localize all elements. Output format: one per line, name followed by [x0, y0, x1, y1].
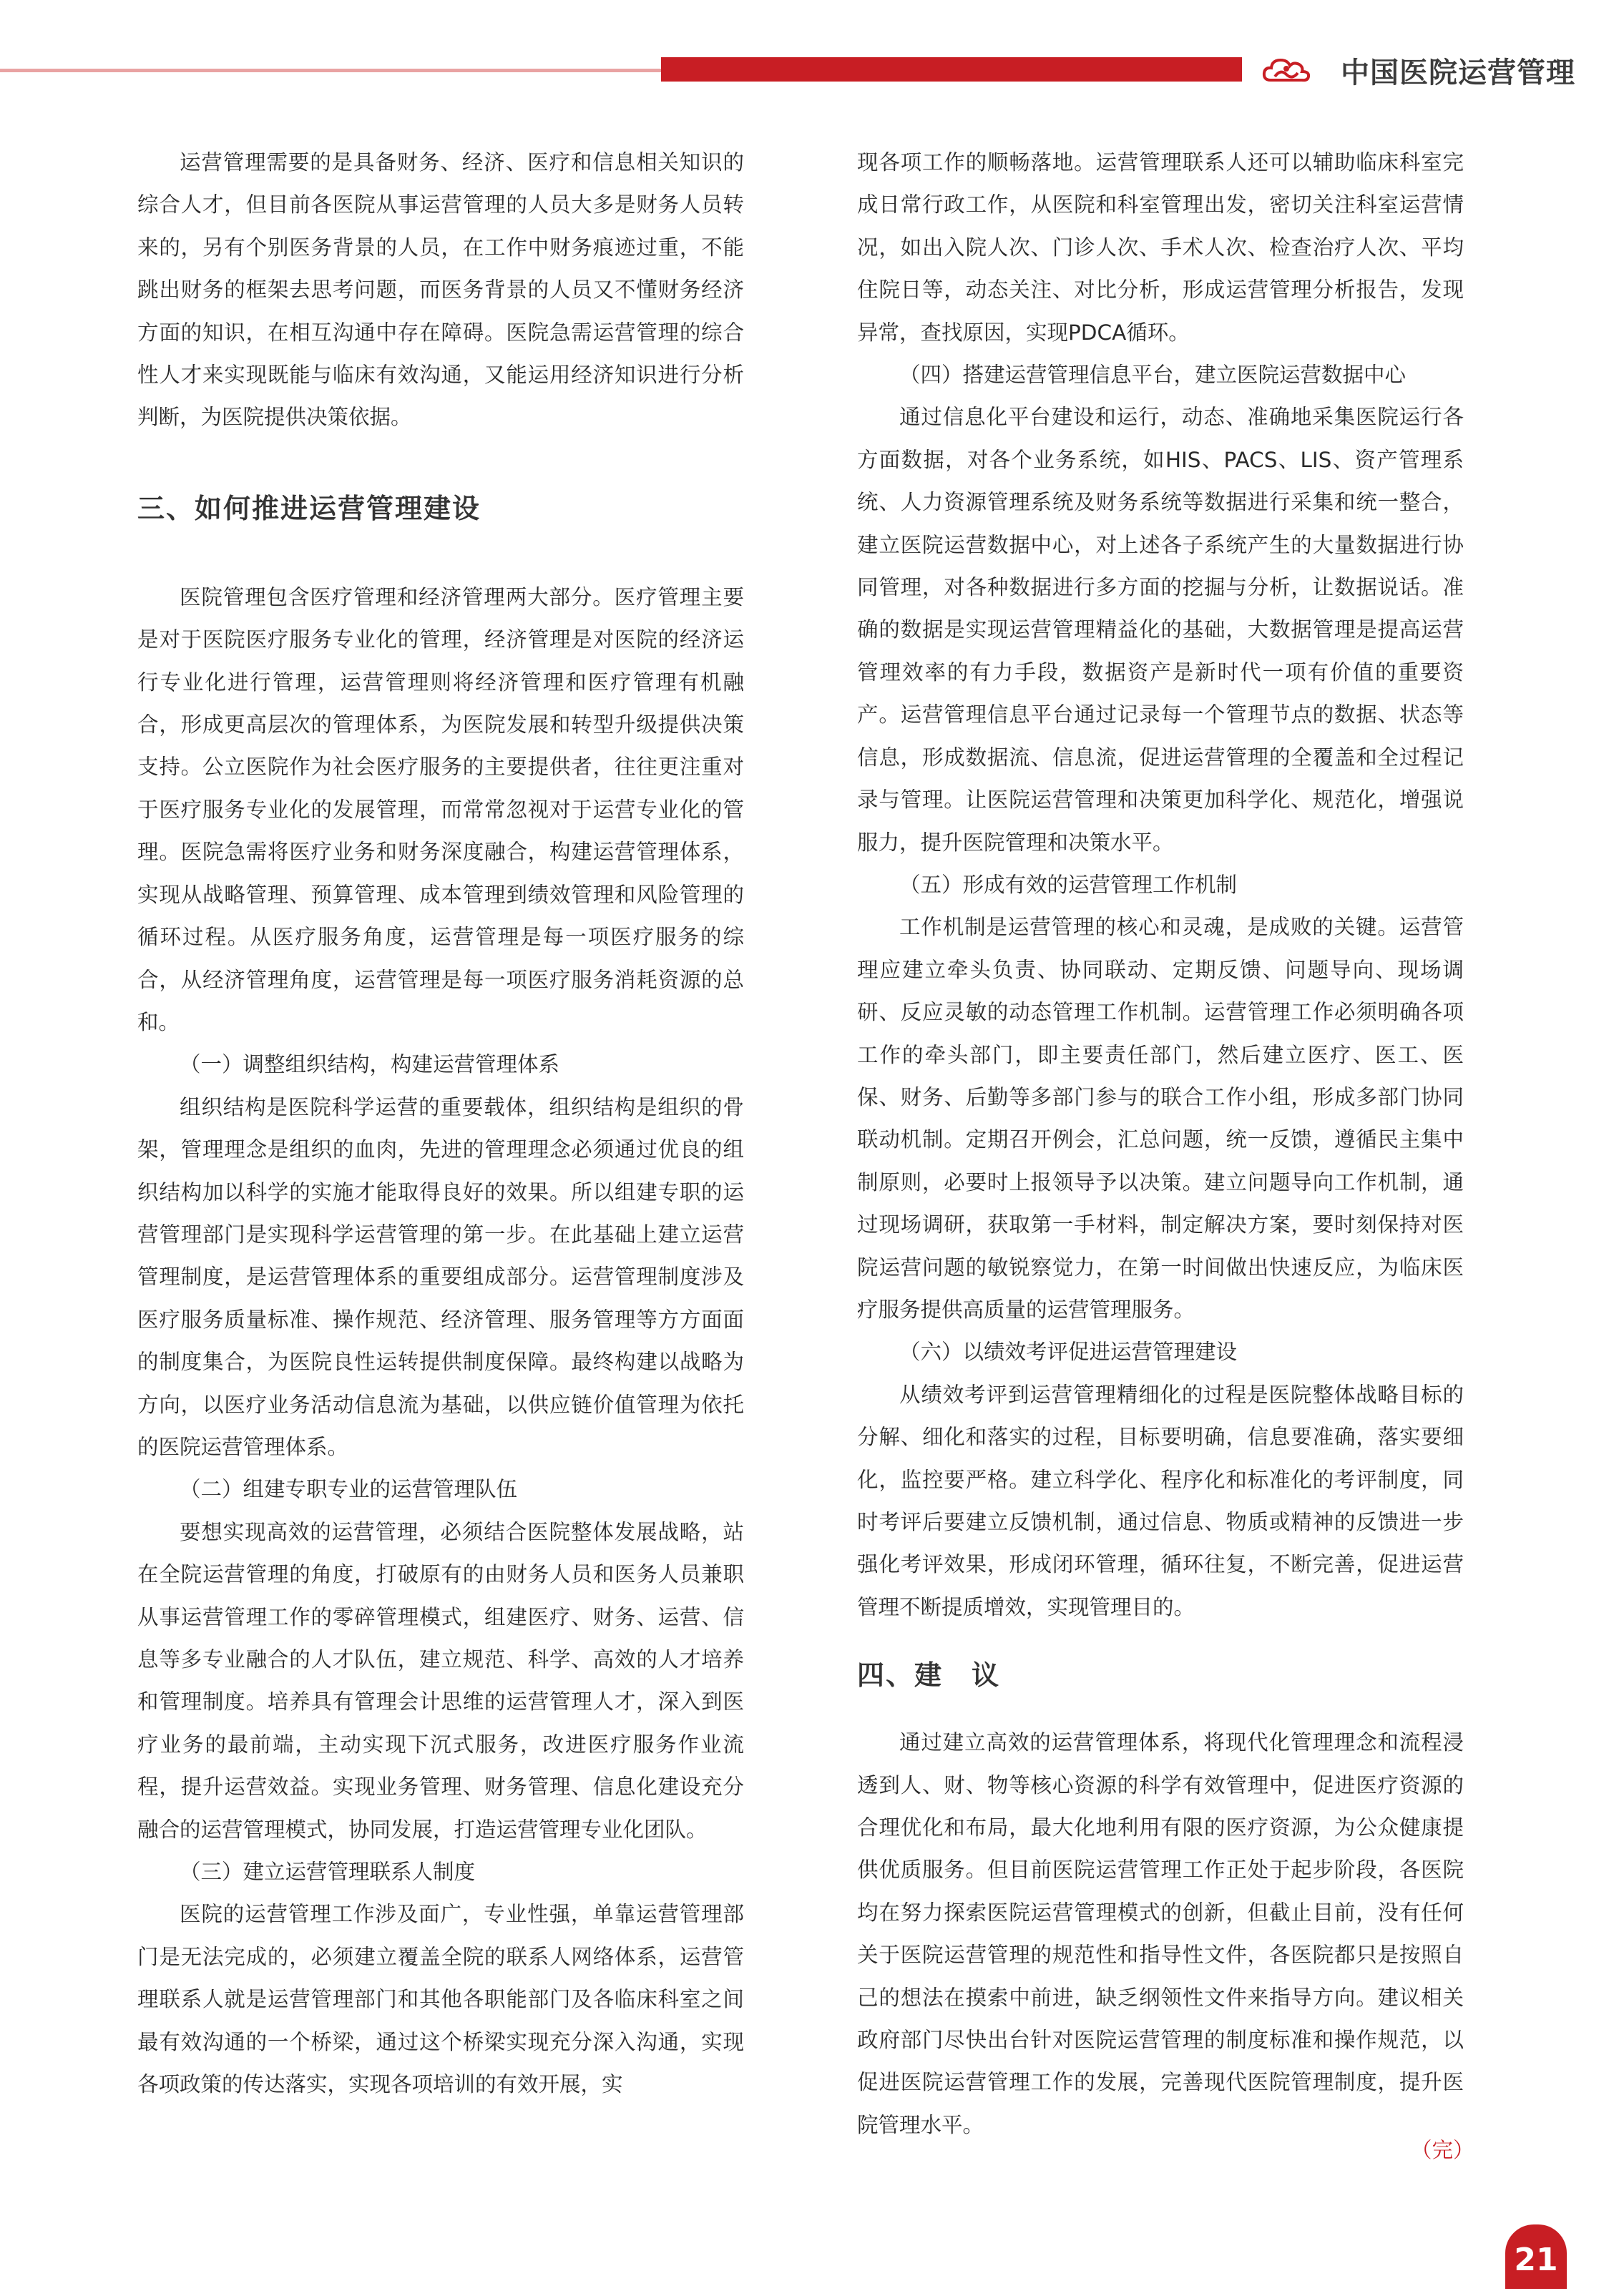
- right-column: [857, 142, 1464, 2147]
- section-heading: 三、如何推进运营管理建设: [137, 492, 481, 524]
- paragraph-continued: 现各项工作的顺畅落地。运营管理联系人还可以辅助临床科室完成日常行政工作，从医院和科室管理出发，密切关注科室运营情况，如出入院人次、门诊人次、手术人次、检查治疗人次、平均住院日等，动态关注、对比分析，形成运营管理分析报告，发现异常，查找原因，实现PDCA循环。: [857, 150, 1464, 345]
- paragraph: 工作机制是运营管理的核心和灵魂，是成败的关键。运营管理应建立牵头负责、协同联动、定期反馈、问题导向、现场调研、反应灵敏的动态管理工作机制。运营管理工作必须明确各项工作的牵头部门，即主要责任部门，然后建立医疗、医工、医保、财务、后勤等多部门参与的联合工作小组，形成多部门协同联动机制。定期召开例会，汇总问题，统一反馈，遵循民主集中制原则，必要时上报领导予以决策。建立问题导向工作机制，通过现场调研，获取第一手材料，制定解决方案，要时刻保持对医院运营问题的敏锐察觉力，在第一时间做出快速反应，为临床医疗服务提供高质量的运营管理服务。: [857, 915, 1464, 1322]
- left-column: [137, 142, 744, 2106]
- subsection-heading: （五）形成有效的运营管理工作机制: [899, 872, 1238, 897]
- paragraph: 通过信息化平台建设和运行，动态、准确地采集医院运行各方面数据，对各个业务系统，如HIS、PACS、LIS、资产管理系统、人力资源管理系统及财务系统等数据进行采集和统一整合，建立医院运营数据中心，对上述各子系统产生的大量数据进行协同管理，对各种数据进行多方面的挖掘与分析，让数据说话。准确的数据是实现运营管理精益化的基础，大数据管理是提高运营管理效率的有力手段，数据资产是新时代一项有价值的重要资产。运营管理信息平台通过记录每一个管理节点的数据、状态等信息，形成数据流、信息流，促进运营管理的全覆盖和全过程记录与管理。让医院运营管理和决策更加科学化、规范化，增强说服力，提升医院管理和决策水平。: [857, 405, 1464, 855]
- paragraph: 运营管理需要的是具备财务、经济、医疗和信息相关知识的综合人才，但目前各医院从事运营管理的人员大多是财务人员转来的，另有个别医务背景的人员，在工作中财务痕迹过重，不能跳出财务的框架去思考问题，而医务背景的人员又不懂财务经济方面的知识，在相互沟通中存在障碍。医院急需运营管理的综合性人才来实现既能与临床有效沟通，又能运用经济知识进行分析判断，为医院提供决策依据。: [137, 150, 744, 430]
- paragraph: 医院的运营管理工作涉及面广，专业性强，单靠运营管理部门是无法完成的，必须建立覆盖全院的联系人网络体系，运营管理联系人就是运营管理部门和其他各职能部门及各临床科室之间最有效沟通的一个桥梁，通过这个桥梁实现充分深入沟通，实现各项政策的传达落实，实现各项培训的有效开展，实: [137, 1902, 744, 2097]
- subsection-heading: （二）组建专职专业的运营管理队伍: [180, 1477, 518, 1502]
- paragraph: 医院管理包含医疗管理和经济管理两大部分。医疗管理主要是对于医院医疗服务专业化的管理，经济管理是对医院的经济运行专业化进行管理，运营管理则将经济管理和医疗管理有机融合，形成更高层次的管理体系，为医院发展和转型升级提供决策支持。公立医院作为社会医疗服务的主要提供者，往往更注重对于医疗服务专业化的发展管理，而常常忽视对于运营专业化的管理。医院急需将医疗业务和财务深度融合，构建运营管理体系，实现从战略管理、预算管理、成本管理到绩效管理和风险管理的循环过程。从医疗服务角度，运营管理是每一项医疗服务的综合，从经济管理角度，运营管理是每一项医疗服务消耗资源的总和。: [137, 584, 744, 1034]
- section-heading: 四、建 议: [857, 1659, 1001, 1692]
- subsection-heading: （四）搭建运营管理信息平台，建立医院运营数据中心: [899, 363, 1407, 388]
- paragraph: 通过建立高效的运营管理体系，将现代化管理理念和流程浸透到人、财、物等核心资源的科学有效管理中，促进医疗资源的合理优化和布局，最大化地利用有限的医疗资源，为公众健康提供优质服务。但目前医院运营管理工作正处于起步阶段，各医院均在努力探索医院运营管理模式的创新，但截止目前，没有任何关于医院运营管理的规范性和指导性文件，各医院都只是按照自己的想法在摸索中前进，缺乏纲领性文件来指导方向。建议相关政府部门尽快出台针对医院运营管理的制度标准和操作规范，以促进医院运营管理工作的发展，完善现代医院管理制度，提升医院管理水平。: [857, 1730, 1464, 2137]
- subsection-heading: （一）调整组织结构，构建运营管理体系: [180, 1052, 560, 1077]
- subsection-heading: （六）以绩效考评促进运营管理建设: [899, 1340, 1238, 1365]
- paragraph: 要想实现高效的运营管理，必须结合医院整体发展战略，站在全院运营管理的角度，打破原有的由财务人员和医务人员兼职从事运营管理工作的零碎管理模式，组建医疗、财务、运营、信息等多专业融合的人才队伍，建立规范、科学、高效的人才培养和管理制度。培养具有管理会计思维的运营管理人才，深入到医疗业务的最前端，主动实现下沉式服务，改进医疗服务作业流程，提升运营效益。实现业务管理、财务管理、信息化建设充分融合的运营管理模式，协同发展，打造运营管理专业化团队。: [137, 1519, 744, 1842]
- end-mark: （完）: [1411, 2138, 1474, 2162]
- cloud-logo-icon: [1261, 53, 1312, 87]
- header-thin-line: [0, 69, 665, 72]
- subsection-heading: （三）建立运营管理联系人制度: [180, 1860, 476, 1885]
- paragraph: 组织结构是医院科学运营的重要载体，组织结构是组织的骨架，管理理念是组织的血肉，先进的管理理念必须通过优良的组织结构加以科学的实施才能取得良好的效果。所以组建专职的运营管理部门是实现科学运营管理的第一步。在此基础上建立运营管理制度，是运营管理体系的重要组成部分。运营管理制度涉及医疗服务质量标准、操作规范、经济管理、服务管理等方方面面的制度集合，为医院良性运转提供制度保障。最终构建以战略为方向，以医疗业务活动信息流为基础，以供应链价值管理为依托的医院运营管理体系。: [137, 1094, 744, 1459]
- header-red-bar: [661, 57, 1242, 82]
- paragraph: 从绩效考评到运营管理精细化的过程是医院整体战略目标的分解、细化和落实的过程，目标要明确，信息要准确，落实要细化，监控要严格。建立科学化、程序化和标准化的考评制度，同时考评后要建立反馈机制，通过信息、物质或精神的反馈进一步强化考评效果，形成闭环管理，循环往复，不断完善，促进运营管理不断提质增效，实现管理目的。: [857, 1382, 1464, 1619]
- page-number: 21: [1505, 2224, 1567, 2289]
- journal-title: 中国医院运营管理: [1341, 57, 1575, 89]
